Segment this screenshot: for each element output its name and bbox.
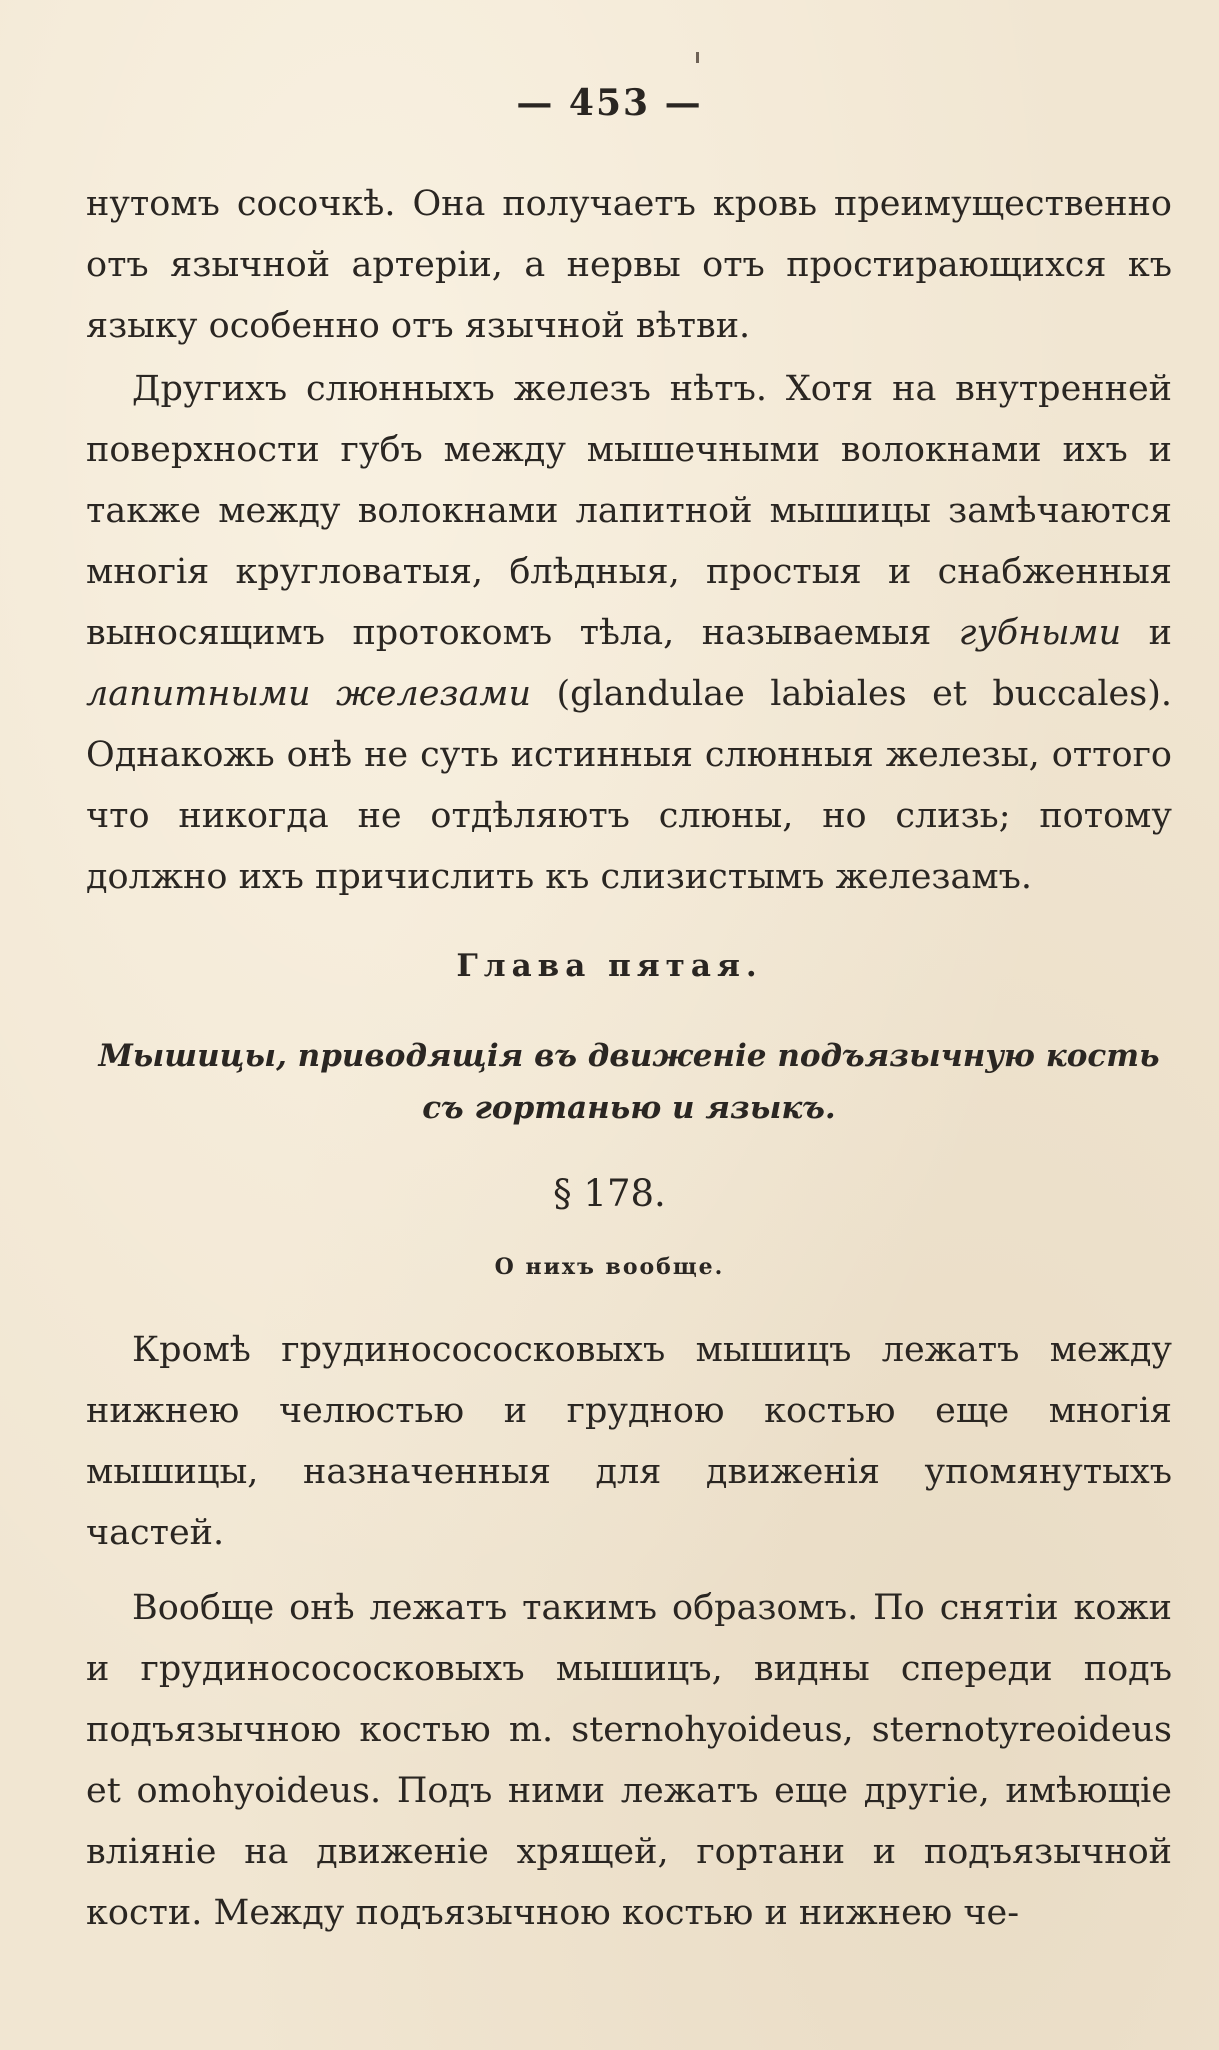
paragraph-muscles-location: Вообще онѣ лежатъ такимъ образомъ. По снятіи кожи и грудиносососковыхъ мышицъ, видны спереди подъ подъязычною костью m. sternohyoideus, sternotyreoideus et omohyoideus. Подъ ними лежатъ еще другіе, имѣющіе вліяніе на движеніе хрящей, гортани и подъязычной кости. Между подъязычною костью и нижнею че- — [86, 1588, 1172, 1933]
italic-term-labial: губными — [958, 613, 1122, 653]
page-number: — 453 — — [516, 82, 703, 124]
chapter-heading: Глава пятая. — [456, 948, 763, 984]
paragraph-2-part-1: Другихъ слюнныхъ железъ нѣтъ. Хотя на внутренней поверхности губъ между мышечными волокнами ихъ и также между волокнами лапитной мышицы замѣчаются многія кругловатыя, блѣдныя, простыя и снабженныя выносящимъ протокомъ тѣла, называемыя — [86, 369, 1172, 653]
top-text-block — [86, 174, 1172, 908]
section-title: О нихъ вообще. — [494, 1254, 725, 1280]
paragraph-salivary-glands — [86, 359, 1172, 908]
italic-term-buccal: лапитными железами — [86, 674, 531, 714]
paragraph-muscles-intro: Кромѣ грудиносососковыхъ мышицъ лежатъ между нижнею челюстью и грудною костью еще многія мышицы, назначенныя для движенія упомянутыхъ частей. — [86, 1330, 1172, 1553]
paragraph-2-part-3: (glandulae labiales et buccales). Однакожь онѣ не суть истинныя слюнныя железы, оттого что никогда не отдѣляютъ слюны, но слизь; потому должно ихъ причислить къ слизистымъ железамъ. — [86, 674, 1172, 897]
paragraph-2-part-2: и — [1121, 613, 1173, 653]
chapter-subtitle: Мышицы, приводящія въ движеніе подъязычную кость съ гортанью и языкъ. — [98, 1038, 1160, 1126]
section-number: § 178. — [553, 1172, 666, 1215]
paragraph-continuation: нутомъ сосочкѣ. Она получаетъ кровь преимущественно отъ язычной артеріи, а нервы отъ простирающихся къ языку особенно отъ язычной вѣтви. — [86, 184, 1172, 346]
bottom-text-block — [86, 1320, 1172, 1944]
ink-speck — [696, 52, 699, 63]
